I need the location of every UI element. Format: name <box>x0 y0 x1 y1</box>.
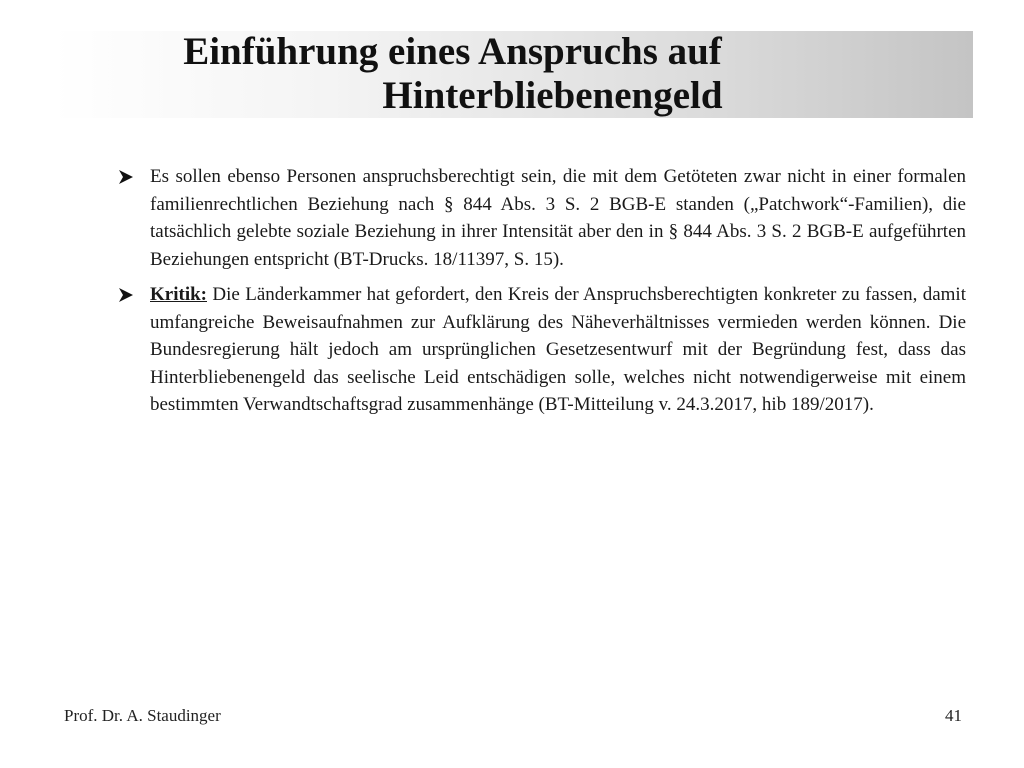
bullet-body: Es sollen ebenso Personen anspruchsberechtigt sein, die mit dem Getöteten zwar nicht in einer formalen familienrechtlichen Beziehung nach § 844 Abs. 3 S. 2 BGB-E standen („Patchwork“-Familien), die tatsächlich gelebte soziale Beziehung in ihrer Intensität aber den in § 844 Abs. 3 S. 2 BGB-E aufgeführten Beziehungen entspricht (BT-Drucks. 18/11397, S. 15). <box>150 166 966 270</box>
arrowhead-bullet-icon <box>118 281 150 308</box>
kritik-label: Kritik: <box>150 284 207 305</box>
bullet-list <box>118 163 966 427</box>
bullet-body: Die Länderkammer hat gefordert, den Kreis der Anspruchsberechtigten konkreter zu fassen, damit umfangreiche Beweisaufnahmen zur Aufklärung des Näheverhältnisses vermieden werden können. Die Bundesregierung hält jedoch am ursprünglichen Gesetzesentwurf mit der Begründung fest, dass das Hinterbliebenengeld das seelische Leid entschädigen solle, welches nicht notwendigerweise mit einem bestimmten Verwandtschaftsgrad zusammenhänge (BT-Mitteilung v. 24.3.2017, hib 189/2017). <box>150 284 966 415</box>
arrowhead-bullet-icon <box>118 163 150 190</box>
bullet-item <box>118 281 966 419</box>
footer-author: Prof. Dr. A. Staudinger <box>64 706 221 725</box>
slide-title <box>52 30 973 118</box>
bullet-item <box>118 163 966 273</box>
bullet-text <box>150 281 966 419</box>
slide-title-line-1: Einführung eines Anspruchs auf <box>183 30 722 73</box>
slide-title-line-2: Hinterbliebenengeld <box>382 74 723 117</box>
page-number: 41 <box>945 706 962 725</box>
bullet-text <box>150 163 966 273</box>
